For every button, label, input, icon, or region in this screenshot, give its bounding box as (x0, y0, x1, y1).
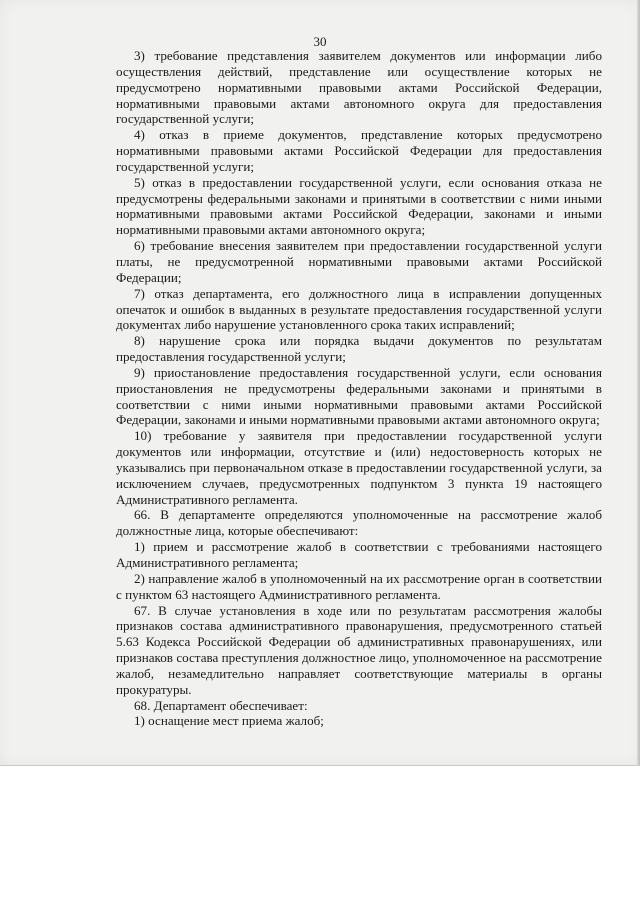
paragraph-item-4: 4) отказ в приеме документов, представление которых предусмотрено нормативными правовыми актами Российской Федерации для предоставления государственной услуги; (116, 127, 602, 174)
paragraph-item-6: 6) требование внесения заявителем при предоставлении государственной услуги платы, не предусмотренной нормативными правовыми актами Российской Федерации; (116, 238, 602, 285)
document-body (116, 48, 602, 729)
page-number: 30 (313, 34, 327, 49)
paragraph-section-67: 67. В случае установления в ходе или по результатам рассмотрения жалобы признаков состава административного правонарушения, предусмотренного статьей 5.63 Кодекса Российской Федерации об административных правонарушениях, или признаков состава преступления должностное лицо, уполномоченное на рассмотрение жалоб, незамедлительно направляет соответствующие материалы в органы прокуратуры. (116, 602, 602, 697)
paragraph-item-9: 9) приостановление предоставления государственной услуги, если основания приостановления не предусмотрены федеральными законами и принятыми в соответствии с ними иными нормативными правовыми актами Российской Федерации, законами и иными нормативными правовыми актами автономного округа; (116, 364, 602, 428)
paragraph-section-66: 66. В департаменте определяются уполномоченные на рассмотрение жалоб должностные лица, которые обеспечивают: (116, 507, 602, 539)
paragraph-section-66-item-2: 2) направление жалоб в уполномоченный на их рассмотрение орган в соответствии с пунктом 63 настоящего Административного регламента. (116, 570, 602, 602)
paragraph-section-66-item-1: 1) прием и рассмотрение жалоб в соответствии с требованиями настоящего Административного регламента; (116, 539, 602, 570)
paragraph-item-5: 5) отказ в предоставлении государственной услуги, если основания отказа не предусмотрены федеральными законами и принятыми в соответствии с ними иными нормативными правовыми актами Российской Федерации, законами и иными нормативными правовыми актами автономного округа; (116, 174, 602, 238)
paragraph-item-8: 8) нарушение срока или порядка выдачи документов по результатам предоставления государственной услуги; (116, 333, 602, 365)
paragraph-item-3: 3) требование представления заявителем документов или информации либо осуществления действий, представление или осуществление которых не предусмотрено нормативными правовыми актами Российской Федерации, нормативными правовыми актами автономного округа для предоставления государственной услуги; (116, 48, 602, 127)
paragraph-item-7: 7) отказ департамента, его должностного лица в исправлении допущенных опечаток и ошибок в выданных в результате предоставления государственной услуги документах либо нарушение установленного срока таких исправлений; (116, 285, 602, 333)
paragraph-section-68-item-1: 1) оснащение мест приема жалоб; (134, 713, 324, 729)
paragraph-section-68: 68. Департамент обеспечивает: (134, 697, 308, 713)
paragraph-item-10: 10) требование у заявителя при предоставлении государственной услуги документов или информации, отсутствие и (или) недостоверность которых не указывались при первоначальном отказе в предоставлении государственной услуги, за исключением случаев, предусмотренных подпунктом 3 пункта 19 настоящего Административного регламента. (116, 428, 602, 507)
